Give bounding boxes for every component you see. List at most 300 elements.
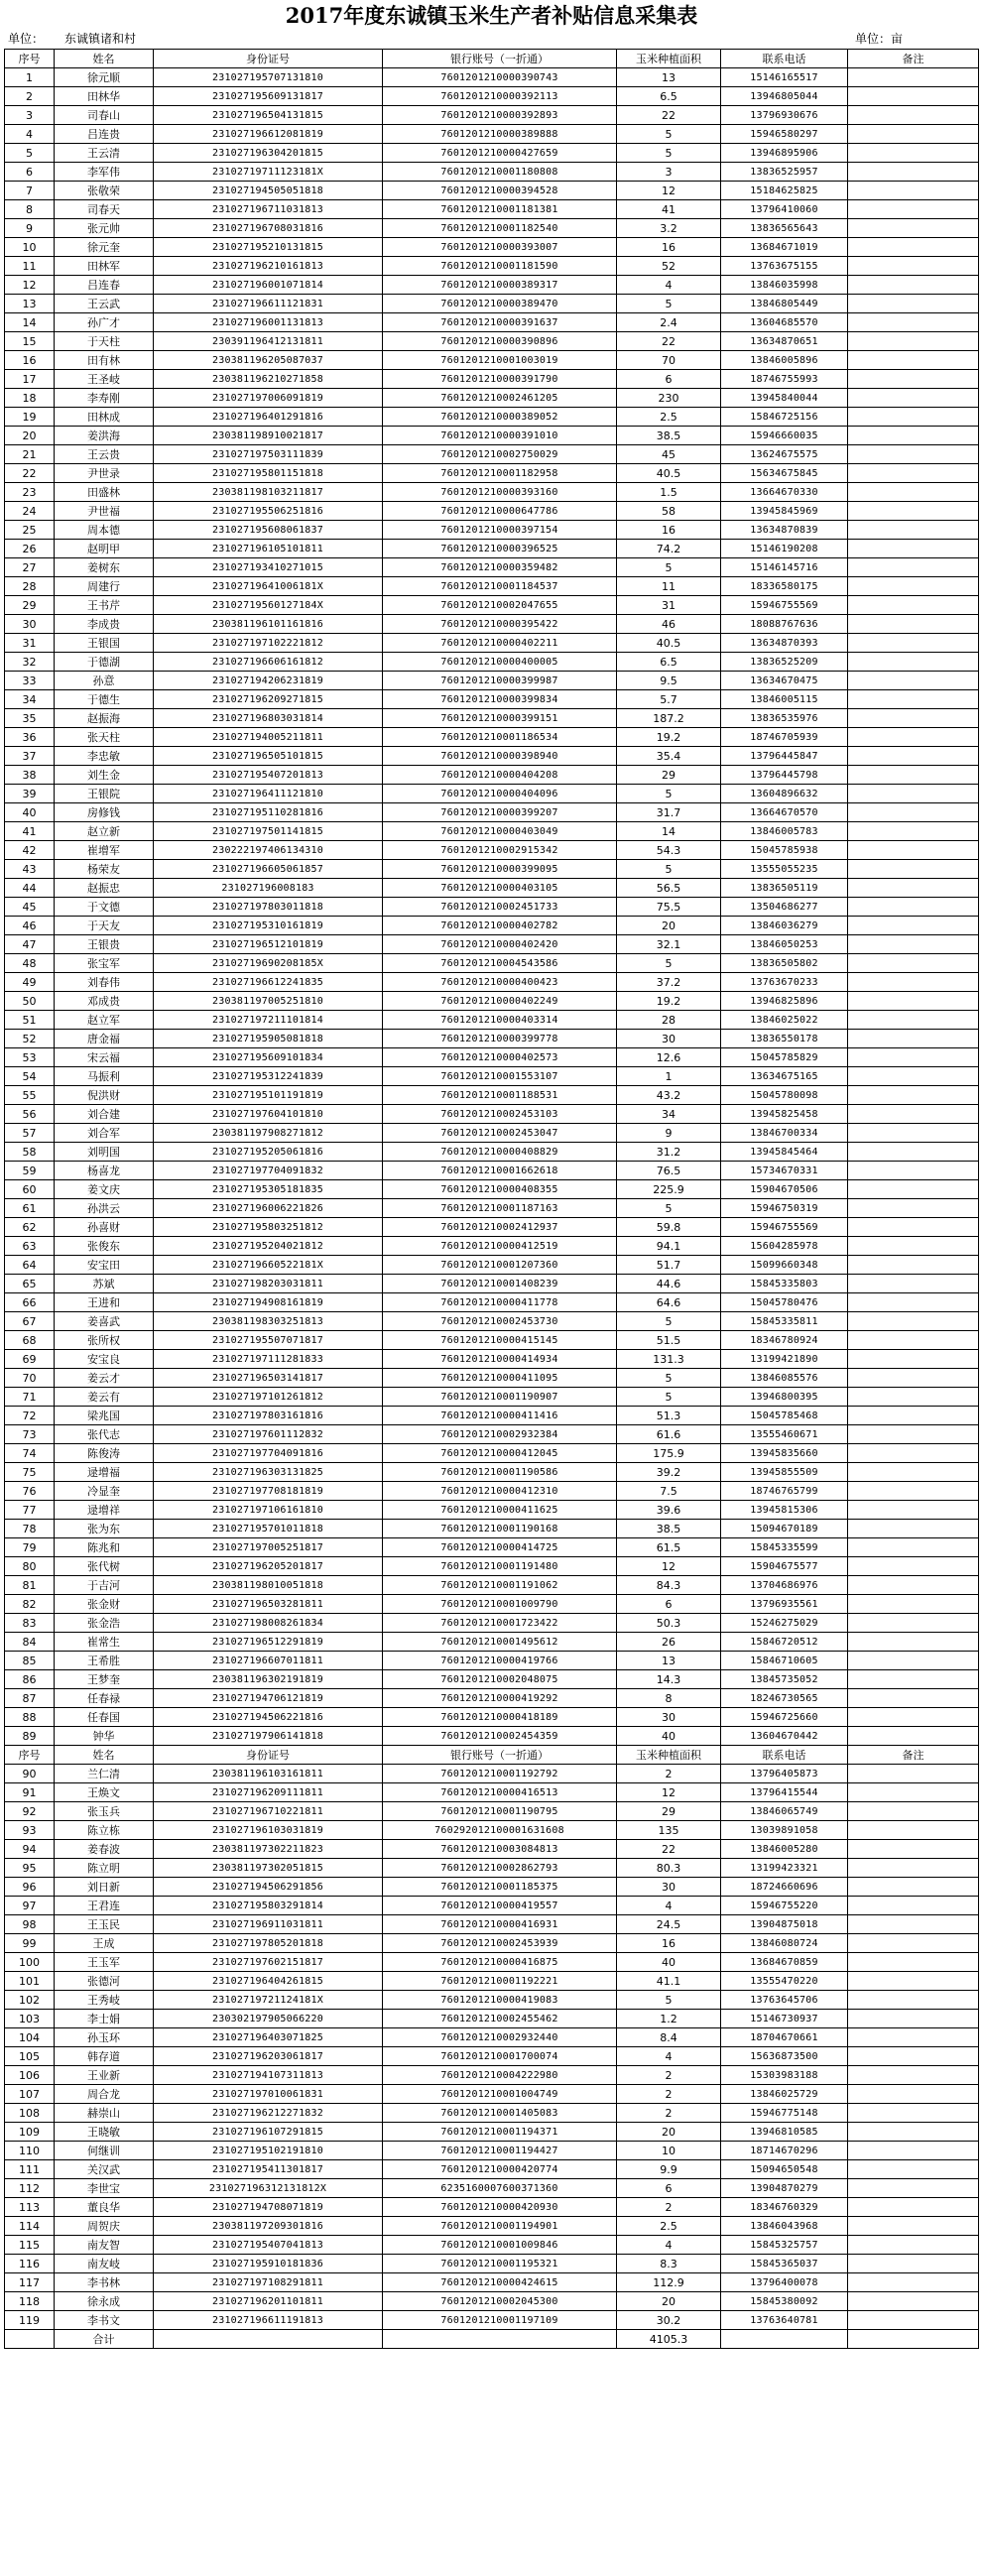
cell-area: 41.1 xyxy=(617,1972,721,1991)
cell-name: 周贺庆 xyxy=(55,2217,154,2236)
cell-name: 关汉武 xyxy=(55,2160,154,2179)
table-row xyxy=(5,1972,979,1991)
cell-phone: 18346780924 xyxy=(721,1331,848,1350)
cell-seq: 78 xyxy=(5,1520,55,1538)
cell-id: 230381198303251813 xyxy=(154,1312,383,1331)
cell-phone: 13846025729 xyxy=(721,2085,848,2104)
cell-seq: 97 xyxy=(5,1897,55,1915)
cell-id: 231027197708181819 xyxy=(154,1482,383,1501)
cell-account: 7601201210000390896 xyxy=(383,332,617,351)
cell-account: 7601201210002932440 xyxy=(383,2028,617,2047)
cell-id: 230302197905066220 xyxy=(154,2010,383,2028)
cell-id: 23102719721124181X xyxy=(154,1991,383,2010)
cell-phone: 15946755569 xyxy=(721,1218,848,1237)
cell-name: 王焕文 xyxy=(55,1783,154,1802)
cell-note xyxy=(848,1425,979,1444)
cell-id: 23102719560127184X xyxy=(154,596,383,615)
cell-id: 231027194206231819 xyxy=(154,672,383,690)
table-row xyxy=(5,2142,979,2160)
cell-id: 231027194506291856 xyxy=(154,1878,383,1897)
cell-account: 7601201210002915342 xyxy=(383,841,617,860)
cell-area: 50.3 xyxy=(617,1614,721,1633)
table-row xyxy=(5,596,979,615)
cell-seq: 30 xyxy=(5,615,55,634)
cell-area: 12 xyxy=(617,1557,721,1576)
cell-phone: 13684671019 xyxy=(721,238,848,257)
cell-account: 7601201210000400005 xyxy=(383,653,617,672)
table-row xyxy=(5,822,979,841)
cell-account: 7601201210000419766 xyxy=(383,1652,617,1670)
cell-note xyxy=(848,1501,979,1520)
cell-note xyxy=(848,2198,979,2217)
cell-account: 7601201210002047655 xyxy=(383,596,617,615)
cell-name: 姜云才 xyxy=(55,1369,154,1388)
cell-account: 7601201210000399207 xyxy=(383,803,617,822)
table-row xyxy=(5,2292,979,2311)
cell-phone: 15845365037 xyxy=(721,2255,848,2273)
cell-area: 19.2 xyxy=(617,992,721,1011)
cell-phone: 15099660348 xyxy=(721,1256,848,1275)
cell-note xyxy=(848,502,979,521)
cell-account: 7601201210001003019 xyxy=(383,351,617,370)
cell-seq: 10 xyxy=(5,238,55,257)
table-row xyxy=(5,2160,979,2179)
cell-seq: 22 xyxy=(5,464,55,483)
table-row xyxy=(5,1425,979,1444)
cell-area: 5 xyxy=(617,1991,721,2010)
cell-note xyxy=(848,1256,979,1275)
cell-id: 230381196205087037 xyxy=(154,351,383,370)
cell-seq: 58 xyxy=(5,1143,55,1162)
cell-area: 225.9 xyxy=(617,1180,721,1199)
cell-name: 张金浩 xyxy=(55,1614,154,1633)
cell-note xyxy=(848,2085,979,2104)
cell-seq: 55 xyxy=(5,1086,55,1105)
header-account: 银行账号（一折通） xyxy=(383,50,617,68)
cell-area: 5 xyxy=(617,1199,721,1218)
cell-name: 刘日新 xyxy=(55,1878,154,1897)
table-row xyxy=(5,615,979,634)
cell-seq: 20 xyxy=(5,427,55,445)
cell-id: 231027195210131815 xyxy=(154,238,383,257)
cell-id: 231027195707131810 xyxy=(154,68,383,87)
cell-note xyxy=(848,144,979,163)
cell-area: 11 xyxy=(617,577,721,596)
cell-account: 7601201210001181381 xyxy=(383,200,617,219)
cell-note xyxy=(848,1312,979,1331)
cell-phone: 13634670475 xyxy=(721,672,848,690)
cell-id: 231027195102191810 xyxy=(154,2142,383,2160)
cell-account: 7601201210002454359 xyxy=(383,1727,617,1746)
cell-phone: 13796445847 xyxy=(721,747,848,766)
header-seq: 序号 xyxy=(5,1746,55,1765)
cell-name: 于天柱 xyxy=(55,332,154,351)
cell-seq: 21 xyxy=(5,445,55,464)
table-row xyxy=(5,163,979,182)
cell-seq: 110 xyxy=(5,2142,55,2160)
table-row xyxy=(5,1067,979,1086)
cell-name: 田林华 xyxy=(55,87,154,106)
cell-phone: 13846085576 xyxy=(721,1369,848,1388)
cell-note xyxy=(848,2311,979,2330)
cell-id: 231027196404261815 xyxy=(154,1972,383,1991)
cell-seq: 106 xyxy=(5,2066,55,2085)
cell-seq: 37 xyxy=(5,747,55,766)
table-row xyxy=(5,558,979,577)
table-row xyxy=(5,1011,979,1030)
cell-account: 7601201210002455462 xyxy=(383,2010,617,2028)
cell-area: 187.2 xyxy=(617,709,721,728)
cell-account: 7601201210000396525 xyxy=(383,540,617,558)
cell-note xyxy=(848,106,979,125)
table-row xyxy=(5,935,979,954)
cell-name: 王圣岐 xyxy=(55,370,154,389)
cell-account: 7601201210002412937 xyxy=(383,1218,617,1237)
cell-seq: 31 xyxy=(5,634,55,653)
cell-seq: 34 xyxy=(5,690,55,709)
cell-account: 7601201210001009846 xyxy=(383,2236,617,2255)
cell-name: 张敬荣 xyxy=(55,182,154,200)
cell-phone: 18346760329 xyxy=(721,2198,848,2217)
cell-seq: 92 xyxy=(5,1802,55,1821)
cell-account: 7601201210000394528 xyxy=(383,182,617,200)
cell-account: 7601201210000419292 xyxy=(383,1689,617,1708)
cell-note xyxy=(848,1105,979,1124)
cell-area: 20 xyxy=(617,2123,721,2142)
table-row xyxy=(5,2123,979,2142)
cell-phone: 13846025022 xyxy=(721,1011,848,1030)
cell-id: 231027196205201817 xyxy=(154,1557,383,1576)
cell-id: 231027197503111839 xyxy=(154,445,383,464)
cell-account: 7601201210000399151 xyxy=(383,709,617,728)
cell-id: 230381197908271812 xyxy=(154,1124,383,1143)
cell-account: 7601201210000404208 xyxy=(383,766,617,785)
cell-note xyxy=(848,822,979,841)
cell-seq: 47 xyxy=(5,935,55,954)
table-row xyxy=(5,464,979,483)
cell-seq: 103 xyxy=(5,2010,55,2028)
cell-note xyxy=(848,1048,979,1067)
cell-id: 231027195803251812 xyxy=(154,1218,383,1237)
table-row xyxy=(5,1520,979,1538)
cell-area: 5 xyxy=(617,144,721,163)
cell-id: 231027197704091832 xyxy=(154,1162,383,1180)
table-row xyxy=(5,2028,979,2047)
cell-name: 王书芹 xyxy=(55,596,154,615)
cell-note xyxy=(848,766,979,785)
cell-name: 尹世录 xyxy=(55,464,154,483)
cell-area: 6 xyxy=(617,1595,721,1614)
cell-seq: 100 xyxy=(5,1953,55,1972)
cell-seq: 48 xyxy=(5,954,55,973)
cell-account: 7601201210002461205 xyxy=(383,389,617,408)
cell-id: 231027197805201818 xyxy=(154,1934,383,1953)
cell-phone: 18704670661 xyxy=(721,2028,848,2047)
cell-phone: 13846050253 xyxy=(721,935,848,954)
table-row xyxy=(5,1293,979,1312)
cell-phone: 13555055235 xyxy=(721,860,848,879)
table-row xyxy=(5,1048,979,1067)
cell-phone: 18714670296 xyxy=(721,2142,848,2160)
cell-area: 7.5 xyxy=(617,1482,721,1501)
cell-name: 刘合军 xyxy=(55,1124,154,1143)
cell-phone: 13945845464 xyxy=(721,1143,848,1162)
cell-account: 7601201210000389317 xyxy=(383,276,617,295)
cell-phone: 13555470220 xyxy=(721,1972,848,1991)
cell-account: 7601201210000395422 xyxy=(383,615,617,634)
cell-seq: 86 xyxy=(5,1670,55,1689)
cell-id: 231027196304201815 xyxy=(154,144,383,163)
cell-note xyxy=(848,445,979,464)
cell-name: 司春天 xyxy=(55,200,154,219)
cell-seq: 98 xyxy=(5,1915,55,1934)
cell-name: 冷显奎 xyxy=(55,1482,154,1501)
table-row xyxy=(5,1180,979,1199)
cell-area: 51.7 xyxy=(617,1256,721,1275)
table-row xyxy=(5,766,979,785)
cell-seq: 83 xyxy=(5,1614,55,1633)
cell-name: 赵振海 xyxy=(55,709,154,728)
cell-name: 安宝田 xyxy=(55,1256,154,1275)
cell-name: 李成贵 xyxy=(55,615,154,634)
cell-name: 邓成贵 xyxy=(55,992,154,1011)
cell-seq: 27 xyxy=(5,558,55,577)
table-row xyxy=(5,2179,979,2198)
cell-seq: 2 xyxy=(5,87,55,106)
cell-id: 231027197602151817 xyxy=(154,1953,383,1972)
cell-account: 7601201210000416931 xyxy=(383,1915,617,1934)
header-area: 玉米种植面积 xyxy=(617,1746,721,1765)
cell-note xyxy=(848,2066,979,2085)
cell-phone: 13945815306 xyxy=(721,1501,848,1520)
cell-id: 231027196103031819 xyxy=(154,1821,383,1840)
cell-area: 5 xyxy=(617,295,721,313)
cell-name: 张元帅 xyxy=(55,219,154,238)
cell-note xyxy=(848,1520,979,1538)
table-row xyxy=(5,2198,979,2217)
cell-name: 刘生金 xyxy=(55,766,154,785)
cell-note xyxy=(848,1915,979,1934)
cell-area: 45 xyxy=(617,445,721,464)
cell-id: 231027196312131812X xyxy=(154,2179,383,2198)
cell-account: 7601201210001009790 xyxy=(383,1595,617,1614)
cell-phone: 15045785829 xyxy=(721,1048,848,1067)
cell-note xyxy=(848,540,979,558)
cell-name: 吕连贵 xyxy=(55,125,154,144)
cell-note xyxy=(848,1576,979,1595)
table-row xyxy=(5,1934,979,1953)
cell-area: 51.5 xyxy=(617,1331,721,1350)
cell-phone: 15904675577 xyxy=(721,1557,848,1576)
cell-area: 59.8 xyxy=(617,1218,721,1237)
table-row xyxy=(5,1463,979,1482)
cell-account: 7601201210000391790 xyxy=(383,370,617,389)
cell-account: 7601201210000419083 xyxy=(383,1991,617,2010)
cell-account: 7601201210001405083 xyxy=(383,2104,617,2123)
cell-phone: 13945840044 xyxy=(721,389,848,408)
cell-note xyxy=(848,200,979,219)
cell-id: 231027197101261812 xyxy=(154,1388,383,1407)
cell-account: 6235160007600371360 xyxy=(383,2179,617,2198)
cell-area: 31.7 xyxy=(617,803,721,822)
cell-phone: 13796935561 xyxy=(721,1595,848,1614)
cell-area: 12 xyxy=(617,1783,721,1802)
cell-name: 王云清 xyxy=(55,144,154,163)
cell-seq: 119 xyxy=(5,2311,55,2330)
cell-area: 5 xyxy=(617,558,721,577)
cell-account: 7601201210001004749 xyxy=(383,2085,617,2104)
table-row xyxy=(5,389,979,408)
cell-seq: 112 xyxy=(5,2179,55,2198)
cell-note xyxy=(848,1162,979,1180)
cell-phone: 15845325757 xyxy=(721,2236,848,2255)
cell-seq: 93 xyxy=(5,1821,55,1840)
cell-phone: 15946580297 xyxy=(721,125,848,144)
table-row xyxy=(5,728,979,747)
cell-note xyxy=(848,2255,979,2273)
table-row xyxy=(5,351,979,370)
cell-note xyxy=(848,1350,979,1369)
cell-phone: 13946810585 xyxy=(721,2123,848,2142)
cell-account: 7601201210000412045 xyxy=(383,1444,617,1463)
table-row xyxy=(5,672,979,690)
cell-seq: 99 xyxy=(5,1934,55,1953)
cell-seq: 28 xyxy=(5,577,55,596)
table-row xyxy=(5,1689,979,1708)
cell-id: 231027195204021812 xyxy=(154,1237,383,1256)
cell-name: 田林军 xyxy=(55,257,154,276)
cell-phone: 15146145716 xyxy=(721,558,848,577)
cell-area: 31.2 xyxy=(617,1143,721,1162)
cell-seq: 74 xyxy=(5,1444,55,1463)
cell-note xyxy=(848,332,979,351)
cell-phone: 13796405873 xyxy=(721,1765,848,1783)
total-spacer xyxy=(383,2330,617,2349)
cell-area: 14.3 xyxy=(617,1670,721,1689)
cell-id: 231027197604101810 xyxy=(154,1105,383,1124)
cell-seq: 65 xyxy=(5,1275,55,1293)
cell-name: 姜喜武 xyxy=(55,1312,154,1331)
cell-name: 王银国 xyxy=(55,634,154,653)
cell-id: 231027196711031813 xyxy=(154,200,383,219)
cell-area: 9.9 xyxy=(617,2160,721,2179)
cell-account: 7601201210002453939 xyxy=(383,1934,617,1953)
cell-seq: 3 xyxy=(5,106,55,125)
table-row xyxy=(5,502,979,521)
cell-account: 7601201210001180808 xyxy=(383,163,617,182)
cell-name: 于天友 xyxy=(55,917,154,935)
cell-seq: 115 xyxy=(5,2236,55,2255)
cell-note xyxy=(848,2123,979,2142)
cell-id: 231027197005251817 xyxy=(154,1538,383,1557)
cell-id: 231027196611191813 xyxy=(154,2311,383,2330)
cell-id: 231027196503141817 xyxy=(154,1369,383,1388)
cell-note xyxy=(848,1859,979,1878)
cell-name: 韩存道 xyxy=(55,2047,154,2066)
cell-phone: 15146730937 xyxy=(721,2010,848,2028)
cell-area: 5 xyxy=(617,1388,721,1407)
cell-area: 39.2 xyxy=(617,1463,721,1482)
cell-phone: 15146165517 xyxy=(721,68,848,87)
table-row xyxy=(5,257,979,276)
cell-name: 李忠敏 xyxy=(55,747,154,766)
table-row xyxy=(5,1897,979,1915)
cell-id: 230381197302051815 xyxy=(154,1859,383,1878)
table-row xyxy=(5,1275,979,1293)
cell-note xyxy=(848,860,979,879)
cell-name: 张所权 xyxy=(55,1331,154,1350)
table-row xyxy=(5,2273,979,2292)
cell-area: 70 xyxy=(617,351,721,370)
cell-note xyxy=(848,1934,979,1953)
cell-phone: 13039891058 xyxy=(721,1821,848,1840)
table-row xyxy=(5,1821,979,1840)
cell-phone: 13199421890 xyxy=(721,1350,848,1369)
cell-id: 231027195910181836 xyxy=(154,2255,383,2273)
cell-note xyxy=(848,785,979,803)
table-row xyxy=(5,2311,979,2330)
cell-name: 王进和 xyxy=(55,1293,154,1312)
cell-area: 75.5 xyxy=(617,898,721,917)
cell-id: 231027195411301817 xyxy=(154,2160,383,2179)
cell-id: 231027195110281816 xyxy=(154,803,383,822)
cell-account: 7601201210000400423 xyxy=(383,973,617,992)
cell-phone: 18246730565 xyxy=(721,1689,848,1708)
cell-seq: 9 xyxy=(5,219,55,238)
cell-seq: 49 xyxy=(5,973,55,992)
cell-area: 22 xyxy=(617,332,721,351)
cell-phone: 13836505802 xyxy=(721,954,848,973)
cell-phone: 13946805044 xyxy=(721,87,848,106)
cell-area: 14 xyxy=(617,822,721,841)
cell-phone: 15636873500 xyxy=(721,2047,848,2066)
cell-area: 19.2 xyxy=(617,728,721,747)
cell-name: 王玉民 xyxy=(55,1915,154,1934)
cell-id: 231027196611121831 xyxy=(154,295,383,313)
cell-note xyxy=(848,2179,979,2198)
cell-phone: 13604685570 xyxy=(721,313,848,332)
cell-id: 231027196803031814 xyxy=(154,709,383,728)
cell-area: 20 xyxy=(617,917,721,935)
cell-id: 231027197106161810 xyxy=(154,1501,383,1520)
cell-seq: 39 xyxy=(5,785,55,803)
table-row xyxy=(5,1576,979,1595)
table-row xyxy=(5,1162,979,1180)
cell-area: 56.5 xyxy=(617,879,721,898)
cell-name: 王晓敏 xyxy=(55,2123,154,2142)
table-row xyxy=(5,1350,979,1369)
table-row xyxy=(5,690,979,709)
cell-account: 7601201210001207360 xyxy=(383,1256,617,1275)
cell-seq: 114 xyxy=(5,2217,55,2236)
cell-note xyxy=(848,1124,979,1143)
cell-note xyxy=(848,351,979,370)
table-row xyxy=(5,1633,979,1652)
cell-account: 7601201210001190795 xyxy=(383,1802,617,1821)
cell-id: 23102719660522181X xyxy=(154,1256,383,1275)
cell-name: 张德河 xyxy=(55,1972,154,1991)
cell-seq: 79 xyxy=(5,1538,55,1557)
cell-seq: 57 xyxy=(5,1124,55,1143)
table-row xyxy=(5,238,979,257)
cell-phone: 13684670859 xyxy=(721,1953,848,1972)
cell-note xyxy=(848,276,979,295)
cell-note xyxy=(848,709,979,728)
cell-id: 231027196001071814 xyxy=(154,276,383,295)
cell-note xyxy=(848,1011,979,1030)
cell-id: 231027197111281833 xyxy=(154,1350,383,1369)
cell-note xyxy=(848,1897,979,1915)
